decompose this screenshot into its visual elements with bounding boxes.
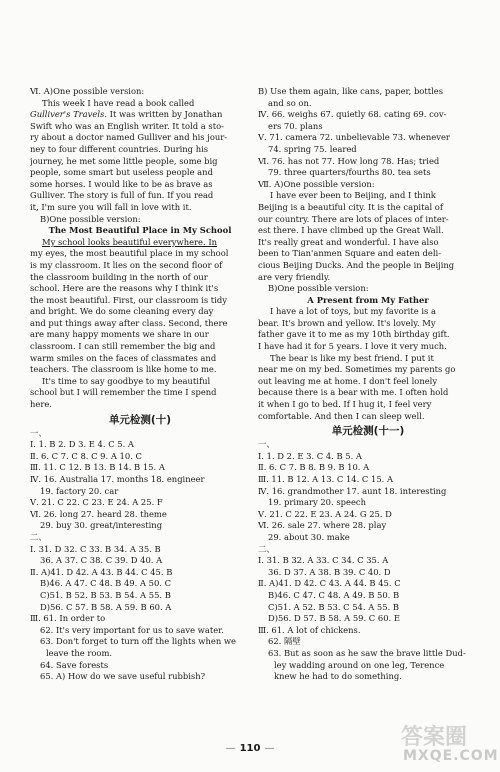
section-heading: 单元检测(十) bbox=[108, 413, 172, 426]
text-line: the classroom building in the north of our bbox=[30, 271, 208, 282]
text-line: it when I go to bed. If I hug it, I feel very bbox=[258, 399, 432, 410]
text-line: Ⅳ. 16. grandmother 17. aunt 18. interesting bbox=[258, 485, 447, 496]
text-line: some horses. I would like to be as brave as bbox=[30, 178, 213, 189]
text-line: 36. A 37. C 38. C 39. D 40. A bbox=[40, 555, 163, 566]
text-line: B)46. A 47. C 48. B 49. A 50. C bbox=[40, 578, 172, 589]
text-line: people, some smart but useless people and bbox=[30, 167, 213, 178]
text-line: father gave it to me as my 10th birthday gift. bbox=[258, 329, 450, 340]
text-line: bear. It's brown and yellow. It's lovely. My bbox=[258, 317, 436, 328]
text-line: our country. There are lots of places of inter- bbox=[258, 213, 449, 224]
text-line: are many happy moments we share in our bbox=[30, 329, 209, 340]
text-line: B)One possible version: bbox=[40, 213, 141, 224]
text-line: 19. primary 20. speech bbox=[268, 497, 366, 508]
right-column bbox=[258, 86, 478, 683]
text-line: Ⅲ. 61. In order to bbox=[30, 613, 106, 624]
text-line: leave the room. bbox=[46, 647, 113, 658]
text-line: teachers. The classroom is like home to me. bbox=[30, 364, 217, 375]
text-line: Ⅰ. 1. B 2. D 3. E 4. C 5. A bbox=[30, 439, 134, 450]
text-line: because there is a bear with me. I often hold bbox=[258, 387, 449, 398]
section-heading: 单元检测(十一) bbox=[331, 425, 405, 438]
text-line: and bright. We do some cleaning every day bbox=[30, 306, 214, 317]
text-line: Swift who was an English writer. It told a sto- bbox=[30, 120, 224, 131]
text-line: Ⅵ. A)One possible version: bbox=[30, 86, 145, 96]
text-line: 64. Save forests bbox=[40, 659, 109, 670]
text-line: B) Use them again, like cans, paper, bottles bbox=[258, 86, 444, 96]
text-line: Ⅰ. 1. D 2. E 3. C 4. B 5. A bbox=[258, 450, 362, 461]
page-number: 110 bbox=[239, 743, 261, 754]
text-line: B)One possible version: bbox=[268, 283, 369, 294]
text-line: It's time to say goodbye to my beautiful bbox=[42, 375, 211, 386]
text-line: 62. It's very important for us to save water. bbox=[40, 624, 224, 635]
text-line: 29. about 30. make bbox=[268, 531, 350, 542]
text-line: Gulliver. The story is full of fun. If you read bbox=[30, 190, 214, 201]
text-line: D)56. C 57. B 58. A 59. B 60. A bbox=[40, 601, 172, 612]
text-line: 63. Don't forget to turn off the lights when we bbox=[40, 636, 237, 647]
text-line: Beijing is a beautiful city. It is the capital of bbox=[258, 201, 443, 212]
text-line: Ⅵ. 26. sale 27. where 28. play bbox=[258, 520, 387, 531]
text-line: ers 70. plans bbox=[268, 120, 323, 131]
text-line: out leaving me at home. I don't feel lonely bbox=[258, 375, 438, 386]
text-line: warm smiles on the faces of classmates and bbox=[30, 352, 217, 363]
text-line: 二、 bbox=[258, 543, 275, 554]
watermark-url: MXQE.COM bbox=[403, 748, 499, 764]
text-line: Ⅴ. 21. C 22. C 23. E 24. A 25. F bbox=[30, 497, 163, 508]
text-line: are very friendly. bbox=[258, 271, 331, 282]
text-line: school. Here are the reasons why I think it's bbox=[30, 283, 219, 294]
text-line: ley wadding around on one leg, Terence bbox=[274, 659, 445, 670]
text-line: 29. buy 30. great/interesting bbox=[40, 520, 163, 531]
text-line: I have had it for 5 years. I love it very much. bbox=[258, 341, 447, 352]
text-line: Ⅳ. 66. weighs 67. quietly 68. cating 69. cov- bbox=[258, 109, 447, 120]
text-line: 65. A) How do we save useful rubbish? bbox=[40, 671, 206, 682]
text-line: 36. D 37. A 38. B 39. C 40. D bbox=[268, 566, 391, 577]
text-line: The bear is like my best friend. I put it bbox=[270, 352, 434, 363]
text-line: The Most Beautiful Place in My School bbox=[48, 225, 232, 236]
text-line: Ⅰ. 31. B 32. A 33. C 34. C 35. A bbox=[258, 555, 389, 566]
text-line: ney to four different countries. During his bbox=[30, 143, 209, 154]
text-line: 74. spring 75. leared bbox=[268, 143, 357, 154]
text-line: comfortable. And then I can sleep well. bbox=[258, 410, 425, 421]
text-line: C)51. B 52. B 53. B 54. A 55. B bbox=[40, 589, 171, 600]
text-line: D)56. D 57. B 58. A 59. C 60. E bbox=[268, 613, 400, 624]
text-line: my eyes, the most beautiful place in my school bbox=[30, 248, 229, 259]
text-line: and so on. bbox=[268, 97, 312, 108]
text-line: 62. 隔壁 bbox=[268, 636, 301, 647]
text-line: classroom. I can still remember the big and bbox=[30, 341, 216, 352]
text-line: B)46. C 47. C 48. A 49. B 50. B bbox=[268, 589, 400, 600]
text-line: Ⅱ. 6. C 7. C 8. C 9. A 10. C bbox=[30, 450, 142, 461]
text-line: 一、 bbox=[258, 439, 275, 450]
text-line: is my classroom. It lies on the second floor of bbox=[30, 259, 223, 270]
book-title: Gulliver's Travels bbox=[30, 109, 105, 120]
text-line: here. bbox=[30, 399, 52, 410]
text-line: been to Tian'anmen Square and eaten deli- bbox=[258, 248, 442, 259]
text-line: est there. I have climbed up the Great Wall. bbox=[258, 225, 444, 236]
text-line: Ⅵ. 26. long 27. heard 28. theme bbox=[30, 508, 167, 519]
text-line: Ⅱ. A)41. D 42. C 43. A 44. B 45. C bbox=[258, 578, 401, 589]
text-line: I have ever been to Beijing, and I think bbox=[270, 190, 436, 201]
text-line: 19. factory 20. car bbox=[40, 485, 119, 496]
text-line: Ⅶ. A)One possible version: bbox=[258, 178, 375, 189]
text-line: school but I will remember the time I spend bbox=[30, 387, 217, 398]
text-line: 63. But as soon as he saw the brave little Dud- bbox=[268, 647, 466, 658]
text-line: I have a lot of toys, but my favorite is a bbox=[270, 306, 436, 317]
text-line: 二、 bbox=[30, 531, 47, 542]
text-line: My school looks beautiful everywhere. In bbox=[42, 236, 218, 247]
text-line: near me on my bed. Sometimes my parents go bbox=[258, 364, 456, 375]
text-line: Ⅰ. 31. D 32. C 33. B 34. A 35. B bbox=[30, 543, 161, 554]
watermark bbox=[395, 720, 499, 772]
page-footer: — 110 — bbox=[225, 743, 275, 754]
text-line: Gulliver's Travels. It was written by Jonathan bbox=[30, 109, 223, 120]
text-line: Ⅱ. A)41. D 42. A 43. B 44. C 45. B bbox=[30, 566, 173, 577]
text-line: It's really great and wonderful. I have also bbox=[258, 236, 439, 247]
text-line: journey, he met some little people, some big bbox=[30, 155, 218, 166]
text-line: Ⅴ. 71. camera 72. unbelievable 73. whenever bbox=[258, 132, 450, 143]
text-line: and put things away after class. Second, there bbox=[30, 317, 228, 328]
text-line: Ⅲ. 11. C 12. B 13. B 14. B 15. A bbox=[30, 462, 165, 473]
text-line: cious Beijing Ducks. And the people in Beijing bbox=[258, 259, 455, 270]
text-line: C)51. A 52. B 53. C 54. A 55. B bbox=[268, 601, 400, 612]
watermark-logo: 答案圈 bbox=[401, 725, 468, 750]
text-line: 79. three quarters/fourths 80. tea sets bbox=[268, 167, 431, 178]
left-column bbox=[30, 86, 250, 683]
text-line: Ⅴ. 21. C 22. E 23. A 24. G 25. D bbox=[258, 508, 392, 519]
text-line: Ⅳ. 16. Australia 17. months 18. engineer bbox=[30, 474, 205, 484]
text-line: A Present from My Father bbox=[307, 294, 429, 305]
text-line: Ⅱ. 6. C 7. B 8. B 9. B 10. A bbox=[258, 462, 370, 473]
text-line: it, I'm sure you will fall in love with it. bbox=[30, 201, 192, 212]
text-line: Ⅲ. 11. B 12. A 13. C 14. C 15. A bbox=[258, 474, 394, 484]
text-line: 一、 bbox=[30, 427, 47, 438]
text-line: ry about a doctor named Gulliver and his jour- bbox=[30, 132, 228, 143]
text-line: Ⅵ. 76. has not 77. How long 78. Has; tried bbox=[258, 155, 440, 166]
text-line: the most beautiful. First, our classroom is tidy bbox=[30, 294, 227, 305]
text-line: Ⅲ. 61. A lot of chickens. bbox=[258, 624, 361, 635]
text-line: This week I have read a book called bbox=[42, 97, 195, 108]
text-line: knew he had to do something. bbox=[274, 671, 402, 682]
